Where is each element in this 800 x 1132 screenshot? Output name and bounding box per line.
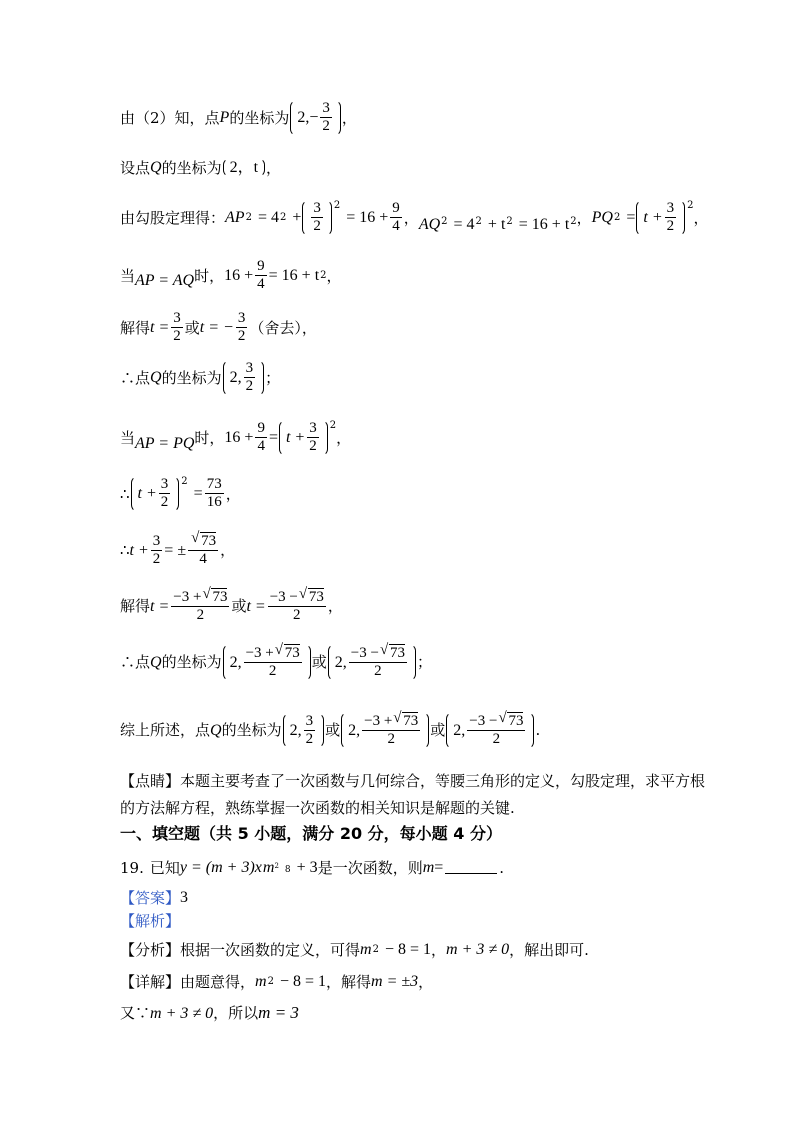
analysis-label: 【解析】 [120,912,181,930]
comment-label: 【点睛】 [120,772,181,790]
solution-line-8: ∴ t + $\frac{3}{2}$ $^2$ = $\frac{73}{16}$ ， [120,476,241,511]
point-p: 2, − $\frac{3}{2}$ [290,100,341,136]
final-line: 又∵ m + 3 ≠ 0 ，所以 m = 3 [120,1003,299,1023]
text: 由（2）知，点 [120,108,220,127]
solution-line-1: 由（2）知，点 P 的坐标为 2, − $\frac{3}{2}$ ， [120,100,357,135]
fraction: $\frac{3}{2}$ [322,100,330,135]
solution-line-3: 由勾股定理得： AP 2 = 4 2 + $\frac{3}{2}$ $^2$ = 16 + $\frac{9}{4}$ ， AQ $^2$ = 4 $^2$ + t $^2$ = 16 + t $^2$ ， PQ 2 = t + $\frac{3}{2}$ $^2$ ， [120,200,709,235]
point-q: 2，t [223,158,265,177]
question-19: 19. 已知 y = (m + 3)x $m^2$ 8 + 3 是一次函数，则 m = . [120,858,505,877]
solution-line-9: ∴ t + $\frac{3}{2}$ = ± √ $\frac{73}{4}$ ， [120,532,730,569]
solution-line-2: 设点 Q 的坐标为 2，t ， [120,158,282,177]
section-heading: 一、填空题（共 5 小题，满分 20 分，每小题 4 分） [120,824,502,843]
comment-line-2 [120,799,730,817]
solution-line-5: 解得 t = $\frac{3}{2}$ 或 t = − $\frac{3}{2}$ （舍去）， [120,310,317,345]
fenxi-label: 【分析】 [120,940,181,959]
question-number: 19. [120,858,144,877]
var-p: P [219,109,230,127]
comment-text: 的方法解方程，熟练掌握一次函数的相关知识是解题的关键. [120,799,515,817]
fenxi-line: 【分析】 根据一次函数的定义，可得 m 2 − 8 = 1 ， m + 3 ≠ 0 ，解出即可. [120,940,589,959]
xiangjie-line: 【详解】 由题意得， m 2 − 8 = 1 ，解得 m = ±3 ， [120,972,434,991]
answer-value: 3 [180,889,189,906]
analysis-label-line [120,912,730,930]
solution-line-6: ∴点 Q 的坐标为 2, $\frac{3}{2}$ ； [120,360,281,395]
solution-line-11: ∴点 Q 的坐标为 2, $\frac{-3 +√ 73}{2}$ 或 2, $\frac{-3 -√ 73}{2}$ ； [120,644,730,681]
solution-line-12: 综上所述，点 Q 的坐标为 2, $\frac{3}{2}$ 或 2, $\frac{-3 +√ 73}{2}$ 或 2, $\frac{-3 -√ 73}{2}$ . [120,712,730,749]
answer-blank [445,861,497,874]
answer-label: 【答案】 [120,888,181,907]
solution-line-7: 当 AP = PQ 时， 16 + $\frac{9}{4}$ = t + $\frac{3}{2}$ $^2$ ， [120,420,352,455]
answer-line [120,888,730,907]
text: 的坐标为 [229,108,290,127]
var-q: Q [150,159,162,176]
xiangjie-label: 【详解】 [120,972,181,991]
solution-line-4: 当 AP = AQ 时， 16 + $\frac{9}{4}$ = 16 + t 2 ， [120,258,342,293]
comment-line-1 [120,772,730,790]
comment-text: 本题主要考查了一次函数与几何综合，等腰三角形的定义，勾股定理，求平方根 [180,772,706,790]
solution-line-10: 解得 t = $\frac{-3 +√ 73}{2}$ 或 t = $\frac{-3 -√ 73}{2}$ ， [120,588,730,625]
